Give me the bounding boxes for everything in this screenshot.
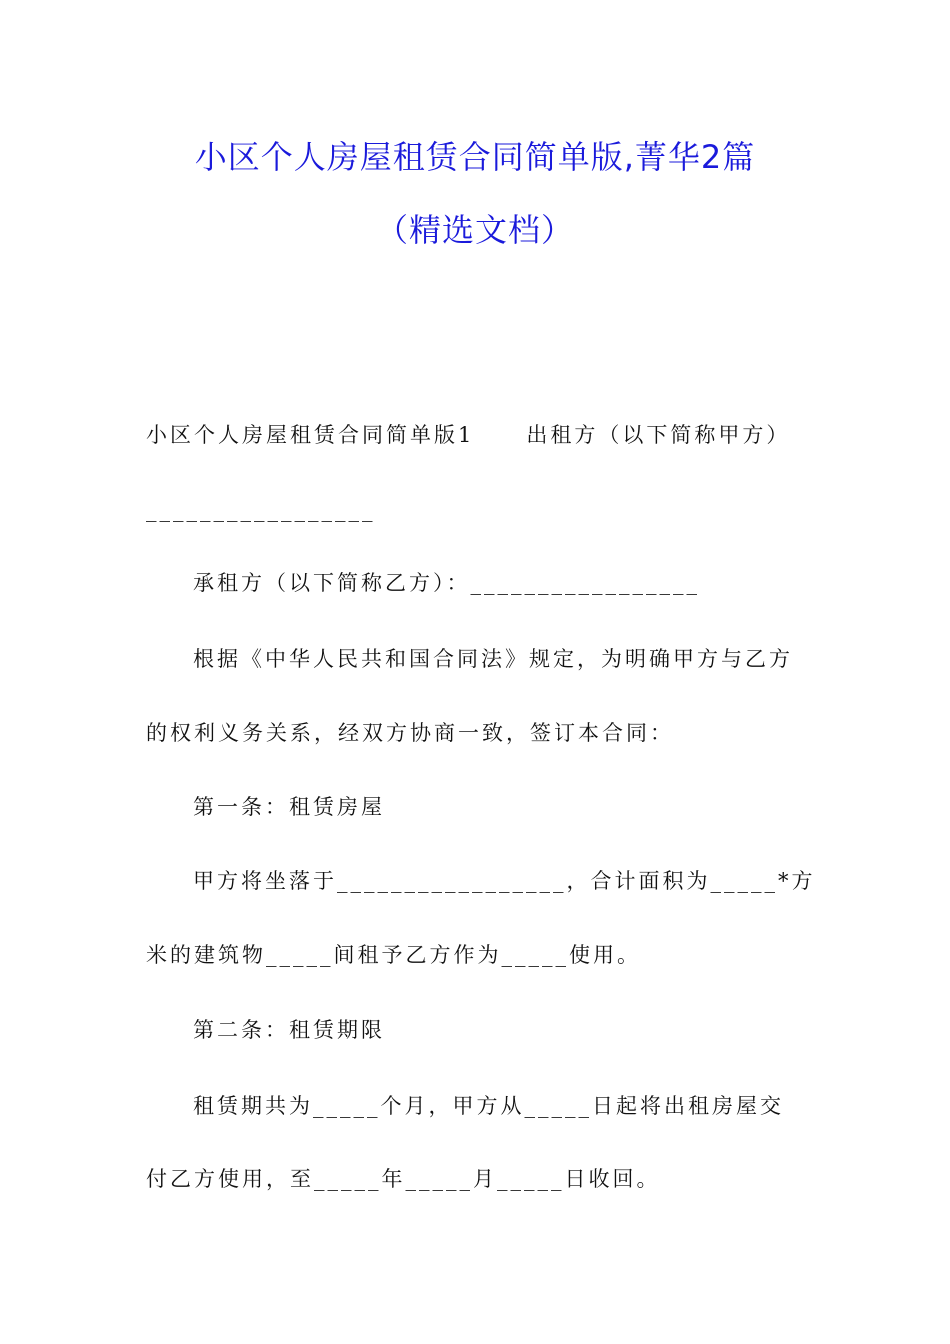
- document-subtitle: （精选文档）: [375, 211, 574, 249]
- lessor-label: 出租方（以下简称甲方）: [526, 423, 791, 447]
- paragraph-line-8: 米的建筑物_____间租予乙方作为_____使用。: [146, 943, 641, 967]
- paragraph-line-5: 的权利义务关系，经双方协商一致，签订本合同：: [146, 721, 674, 745]
- paragraph-line-7: 甲方将坐落于_________________，合计面积为_____*方: [193, 869, 816, 893]
- document-title: 小区个人房屋租赁合同简单版,菁华2篇: [194, 138, 756, 176]
- paragraph-line-4: 根据《中华人民共和国合同法》规定，为明确甲方与乙方: [193, 647, 793, 671]
- lessor-blank: _________________: [146, 498, 376, 522]
- article-1-heading: 第一条：租赁房屋: [193, 795, 385, 819]
- article-2-heading: 第二条：租赁期限: [193, 1018, 385, 1042]
- paragraph-line-10: 租赁期共为_____个月，甲方从_____日起将出租房屋交: [193, 1094, 784, 1118]
- lessee-line: 承租方（以下简称乙方）：_________________: [193, 571, 700, 595]
- paragraph-line-1: [146, 420, 806, 450]
- contract-heading: 小区个人房屋租赁合同简单版1: [146, 423, 475, 447]
- paragraph-line-11: 付乙方使用，至_____年_____月_____日收回。: [146, 1167, 661, 1191]
